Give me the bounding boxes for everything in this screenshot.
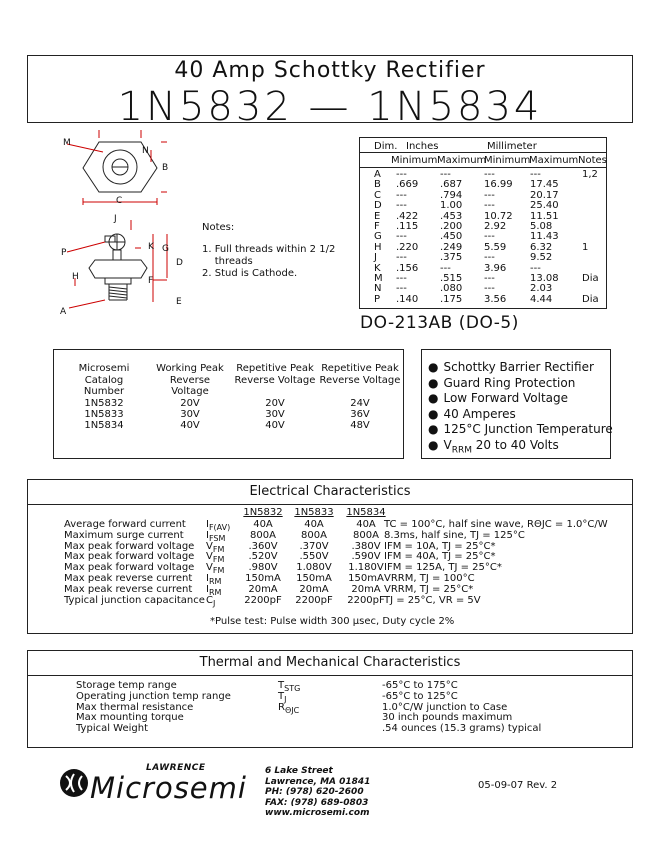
note-1: 1. Full threads within 2 1/2 [202,244,336,255]
electrical-title: Electrical Characteristics [249,484,411,499]
logo-brand-text: Microsemi [90,771,247,805]
dim-cell: H [374,241,382,253]
thermal-sub: ΘJC [284,705,300,715]
dim-cell: 5.08 [530,221,553,232]
label-e: E [176,297,182,307]
dim-cell: 9.52 [530,252,553,264]
label-j: J [114,214,117,224]
ec-sym: I [206,573,209,584]
ec-label: Max peak forward voltage [64,551,195,563]
address-line: PH: (978) 620-2600 [265,787,364,797]
dim-cell: 5.59 [484,241,507,253]
cat-head-working: Working Peak Reverse Voltage [156,363,224,397]
thermal-sym: T [278,680,285,691]
catalog-cell: 20V [180,398,200,409]
ec-sub: FM [212,566,225,576]
dim-cell: 1.00 [440,200,463,212]
dim-cell: --- [396,200,407,212]
catalog-cell: 30V [265,409,285,420]
ec-value: .360V [248,540,278,552]
ec-label: Maximum surge current [64,529,184,541]
label-f: F [148,276,154,286]
dim-cell: --- [440,169,451,180]
feature-text: 40 Amperes [443,406,516,421]
cat-head-rep2: Repetitive Peak Reverse Voltage [319,363,401,386]
label-g: G [162,244,169,254]
label-m: M [63,138,71,148]
thermal-value: -65°C to 175°C [382,680,458,691]
cat-head-rep1: Repetitive Peak Reverse Voltage [234,363,316,386]
dim-cell: 13.08 [530,273,559,284]
dim-cell: --- [484,189,495,201]
dim-cell: M [374,273,383,284]
ec-sub: J [212,598,216,608]
dim-cell: --- [396,169,407,180]
catalog-cell: 1N5834 [84,420,124,431]
dim-cell: --- [484,273,495,284]
ec-value: 40A [356,519,376,530]
dim-cell: .453 [440,210,463,222]
ec-label: Max peak forward voltage [64,540,195,552]
catalog-cell: 20V [265,398,285,409]
cat-head-catalog: Microsemi Catalog Number [78,363,130,397]
dim-cell: 11.51 [530,210,559,222]
thermal-box [27,650,633,748]
bullet-icon: ● [428,375,439,390]
dim-cell: K [374,262,381,274]
feature-item [428,360,613,376]
dim-cell: N [374,283,382,295]
label-a: A [60,307,67,317]
dim-cell: .080 [440,283,463,295]
feature-item [428,391,613,407]
ec-value: .520V [248,551,278,563]
feature-text: Schottky Barrier Rectifier [443,360,594,374]
feature-item [428,407,613,423]
catalog-cell: 1N5832 [84,398,124,409]
ec-value: 800A [301,529,327,541]
ec-value: .370V [299,540,329,552]
dim-cell: D [374,200,382,212]
dim-cell: A [374,169,381,180]
ec-sym: C [206,594,213,606]
dim-head-in-max: Maximum [437,155,487,166]
dim-cell: .669 [396,179,419,191]
thermal-sub: J [284,694,287,704]
dim-cell: --- [396,252,407,264]
dim-cell: 1 [582,241,589,253]
feature-text: Low Forward Voltage [443,391,569,405]
ec-value: 1.080V [296,562,332,574]
dim-cell: 25.40 [530,200,559,212]
ec-value: 800A [353,529,379,541]
address [265,766,370,819]
dim-cell: --- [530,169,541,180]
dim-cell: .156 [396,262,419,274]
ec-value: 2200pF [244,594,282,606]
ec-condition: VRRM, TJ = 100°C [384,573,475,584]
label-n: N [142,146,149,156]
dim-cell: .249 [440,241,463,253]
dim-cell: 11.43 [530,231,559,243]
bullet-icon: ● [428,437,439,452]
ec-condition: TC = 100°C, half sine wave, RΘJC = 1.0°C/W [384,519,608,530]
label-c: C [116,196,123,206]
ec-value: 2200pF [347,594,385,606]
dim-cell: --- [484,231,495,243]
dim-cell: .140 [396,293,419,305]
bullet-icon: ● [428,391,439,405]
ec-sym: I [206,529,209,541]
dim-cell: 4.44 [530,293,553,305]
address-line: Lawrence, MA 01841 [265,776,371,787]
ec-value: 150mA [296,573,332,584]
dim-cell: .515 [440,273,463,284]
dim-cell: 20.17 [530,189,559,201]
package-drawing [55,130,195,330]
dim-cell: .375 [440,252,463,264]
dim-cell: .115 [396,221,419,232]
address-line: www.microsemi.com [265,808,370,818]
address-line: FAX: (978) 689-0803 [265,797,369,808]
ec-value: 1.180V [348,562,384,574]
dim-cell: 2.03 [530,283,553,295]
pulse-note: *Pulse test: Pulse width 300 µsec, Duty cycle 2% [210,616,455,627]
microsemi-logo-icon [58,766,90,800]
label-d: D [176,258,183,268]
ec-sym: I [206,519,209,530]
dim-cell: 3.96 [484,262,507,274]
feature-text: Guard Ring Protection [443,375,576,390]
dim-cell: C [374,189,381,201]
thermal-label: Operating junction temp range [76,690,231,702]
dimension-table [359,137,607,309]
dim-cell: .175 [440,293,463,305]
dim-cell: P [374,293,381,305]
dim-cell: 1,2 [582,169,598,180]
label-k: K [148,242,154,252]
dim-head-inches: Inches [406,141,439,152]
dim-cell: .200 [440,221,463,232]
dim-cell: --- [396,231,407,243]
revision: 05-09-07 Rev. 2 [478,780,558,791]
ec-value: 2200pF [295,594,333,606]
dim-cell: --- [396,273,407,284]
ec-value: 40A [253,519,273,530]
ec-sym: V [206,551,213,563]
thermal-label: Max mounting torque [76,712,184,724]
ec-sub: FM [212,555,225,565]
part-head-3: 1N5834 [346,507,386,518]
thermal-sym: T [278,690,285,702]
thermal-value: 1.0°C/W junction to Case [382,701,508,713]
thermal-symbol [278,703,299,717]
dim-cell: --- [484,200,495,212]
ec-value: 150mA [348,573,384,584]
logo-top-text: LAWRENCE [146,763,206,773]
address-line: 6 Lake Street [265,766,333,776]
ec-value: 150mA [245,573,281,584]
bullet-icon: ● [428,406,439,421]
ec-sym: V [206,540,213,552]
catalog-cell: 40V [180,420,200,431]
thermal-value: 30 inch pounds maximum [382,712,513,724]
ec-sub: F(AV) [208,523,231,532]
ec-value: 800A [250,529,276,541]
ec-sub: FM [212,544,225,554]
ec-sub: RM [208,577,222,586]
note-2: 2. Stud is Cathode. [202,268,298,279]
ec-value: 20mA [351,583,381,595]
ec-value: .980V [248,562,278,574]
catalog-cell: 36V [350,409,370,420]
thermal-label: Typical Weight [76,723,149,735]
part-head-2: 1N5833 [294,507,334,518]
ec-label: Max peak forward voltage [64,562,195,574]
header-box [27,55,633,130]
thermal-value: .54 ounces (15.3 grams) typical [382,723,542,735]
feature-item [428,438,613,459]
catalog-cell: 48V [350,420,370,431]
ec-value: .590V [351,551,381,563]
package-name: DO-213AB (DO-5) [360,313,519,333]
part-head-1: 1N5832 [243,507,283,518]
dim-cell: Dia [582,293,599,305]
dim-cell: J [374,252,377,264]
ec-value: .380V [351,540,381,552]
ec-condition: IFM = 40A, TJ = 25°C* [384,551,496,563]
dim-head-notes: Notes [578,155,607,166]
dim-cell: .450 [440,231,463,243]
notes [202,222,335,280]
ec-value: 40A [304,519,324,530]
ec-condition: TJ = 25°C, VR = 5V [384,594,481,606]
bullet-icon: ● [428,422,439,436]
dim-cell: --- [396,283,407,295]
dim-cell: --- [484,283,495,295]
thermal-title: Thermal and Mechanical Characteristics [199,655,461,670]
catalog-cell: 1N5833 [84,409,124,420]
electrical-box [27,479,633,634]
ec-sub: FSM [208,533,226,543]
thermal-sym: R [278,701,285,713]
dim-cell: --- [530,262,541,274]
dim-cell: 3.56 [484,293,507,305]
label-h: H [72,272,79,282]
feature-text: 125°C Junction Temperature [443,422,613,436]
part-range-title: 1N5832 — 1N5834 [117,84,543,130]
dim-cell: --- [396,189,407,201]
dim-cell: --- [440,262,451,274]
label-p: P [61,248,67,258]
dim-cell: 10.72 [484,210,513,222]
ec-condition: IFM = 125A, TJ = 25°C* [384,562,502,574]
dim-head-mm-max: Maximum [529,155,579,166]
dim-cell: Dia [582,273,599,284]
dim-cell: 2.92 [484,221,507,232]
ec-label: Typical junction capacitance [64,594,205,606]
thermal-value: -65°C to 125°C [382,690,458,702]
thermal-label: Storage temp range [76,680,177,691]
ec-value: 20mA [299,583,329,595]
feature-sub: RRM [451,444,472,455]
ec-label: Max peak reverse current [64,573,193,584]
dim-cell: G [374,231,382,243]
ec-sym: V [206,562,213,574]
dim-cell: B [374,179,381,191]
feature-item [428,376,613,392]
thermal-sub: STG [284,684,301,693]
thermal-label: Max thermal resistance [76,701,194,713]
ec-label: Max peak reverse current [64,583,193,595]
dim-cell: E [374,210,381,222]
dim-cell: .794 [440,189,463,201]
ec-condition: VRRM, TJ = 25°C* [384,583,474,595]
bullet-icon: ● [428,360,439,374]
ec-condition: 8.3ms, half sine, TJ = 125°C [384,529,525,541]
ec-value: 20mA [248,583,278,595]
catalog-cell: 30V [180,409,200,420]
dim-cell: --- [484,252,495,264]
dim-cell: .687 [440,179,463,191]
catalog-cell: 40V [265,420,285,431]
dim-cell: 6.32 [530,241,553,253]
dim-cell: .422 [396,210,419,222]
feature-v: V [443,437,452,452]
notes-title: Notes: [202,222,235,233]
ec-sub: RM [208,587,222,597]
note-1-cont: threads [202,256,253,267]
dim-cell: 16.99 [484,179,513,191]
dim-cell: --- [484,169,495,180]
ec-label: Average forward current [64,519,186,530]
dim-head-in-min: Minimum [391,155,438,166]
dim-head-mm: Millimeter [487,141,537,152]
dim-head-mm-min: Minimum [484,155,531,166]
ec-sym: I [206,583,209,595]
ec-value: .550V [299,551,329,563]
feature-rest: 20 to 40 Volts [471,437,559,452]
product-title: 40 Amp Schottky Rectifier [174,58,486,83]
label-b: B [162,163,169,173]
ec-symbol [206,596,215,610]
dim-cell: F [374,221,380,232]
dim-cell: .220 [396,241,419,253]
catalog-table [53,349,404,459]
dim-cell: 17.45 [530,179,559,191]
features-box [421,349,611,459]
ec-condition: IFM = 10A, TJ = 25°C* [384,540,496,552]
feature-item [428,422,613,438]
dim-head-dim: Dim. [374,141,398,152]
catalog-cell: 24V [350,398,370,409]
